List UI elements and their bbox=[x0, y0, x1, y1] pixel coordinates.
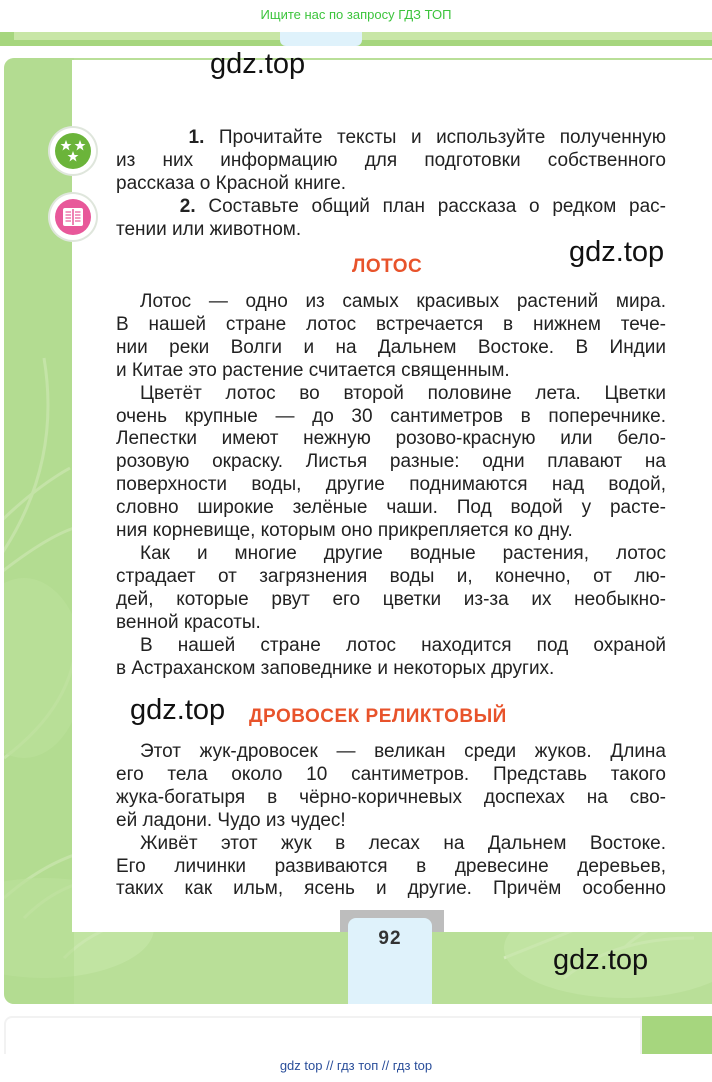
previous-page-strip bbox=[0, 32, 712, 46]
text-line: Лотос — одно из самых красивых растений мира. bbox=[140, 291, 666, 312]
stars-badge bbox=[50, 128, 96, 174]
text-line: ния корневище, которым оно прикрепляется ко дну. bbox=[116, 520, 573, 542]
watermark: gdz.top bbox=[569, 236, 665, 268]
text-line: венной красоты. bbox=[116, 611, 261, 633]
text-line: таких как ильм, ясень и другие. Причём особенно bbox=[116, 878, 666, 900]
text-line: и Китае это растение считается священным. bbox=[116, 359, 510, 381]
beetle-text bbox=[116, 741, 666, 901]
text-line: дей, которые рвут его цветки из-за их необыкно- bbox=[116, 588, 666, 610]
text-line: страдает от загрязнения воды и, конечно, от лю- bbox=[116, 565, 666, 587]
heading-lotus: ЛОТОС bbox=[352, 256, 423, 277]
text-line: ей ладони. Чудо из чудес! bbox=[116, 809, 346, 831]
text-line: его тела около 10 сантиметров. Представь такого bbox=[116, 763, 666, 785]
text-line: Как и многие другие водные растения, лотос bbox=[140, 542, 666, 564]
bottom-banner-text[interactable]: gdz top // гдз топ // гдз top bbox=[279, 1058, 433, 1073]
text-line: В нашей стране лотос встречается в нижнем тече- bbox=[116, 313, 666, 335]
text-line: В нашей стране лотос находится под охраной bbox=[140, 634, 666, 656]
text-line: в Астраханском заповеднике и некоторых других. bbox=[116, 657, 555, 679]
heading-beetle: ДРОВОСЕК РЕЛИКТОВЫЙ bbox=[249, 706, 507, 727]
watermark: gdz.top bbox=[553, 944, 649, 976]
watermark: gdz.top bbox=[130, 694, 226, 726]
top-banner-text[interactable]: Ищите нас по запросу ГДЗ ТОП bbox=[260, 7, 452, 22]
page-number: 92 bbox=[378, 928, 402, 949]
book-icon bbox=[55, 199, 91, 235]
previous-page-tab bbox=[280, 32, 362, 46]
task-2: 2. Составьте общий план рассказа о редком рас- тении или животном. bbox=[116, 196, 667, 240]
text-line: словно широкие зелёные чаши. Под водой у расте- bbox=[116, 497, 666, 519]
book-badge bbox=[50, 194, 96, 240]
text-line: розовую окраску. Листья разные: одни плавают на bbox=[116, 451, 666, 473]
text-line: Живёт этот жук в лесах на Дальнем Востоке. bbox=[140, 832, 666, 854]
text-line: Цветёт лотос во второй половине лета. Цветки bbox=[140, 382, 666, 404]
lotus-text bbox=[116, 291, 666, 680]
text-line: Его личинки развиваются в древесине деревьев, bbox=[116, 855, 666, 877]
bottom-banner[interactable] bbox=[0, 1054, 712, 1082]
task-1: 1. Прочитайте тексты и используйте полученную из них информацию для подготовки собственного рассказа о Красной книге. bbox=[116, 127, 666, 194]
next-page-edge bbox=[4, 1016, 712, 1054]
stars-icon bbox=[55, 133, 91, 169]
text-line: жука-богатыря в чёрно-коричневых доспехах на сво- bbox=[116, 786, 666, 808]
page-number-tab bbox=[348, 918, 432, 1004]
text-line: Лепестки имеют нежную розово-красную или бело- bbox=[116, 428, 666, 450]
text-line: очень крупные — до 30 сантиметров в поперечнике. bbox=[116, 405, 666, 427]
top-banner[interactable] bbox=[0, 0, 712, 32]
text-line: нии реки Волги и на Дальнем Востоке. В Индии bbox=[116, 336, 666, 358]
text-line: поверхности воды, другие поднимаются над водой, bbox=[116, 474, 666, 496]
watermark: gdz.top bbox=[210, 48, 306, 80]
text-line: Этот жук-дровосек — великан среди жуков. Длина bbox=[140, 741, 666, 762]
